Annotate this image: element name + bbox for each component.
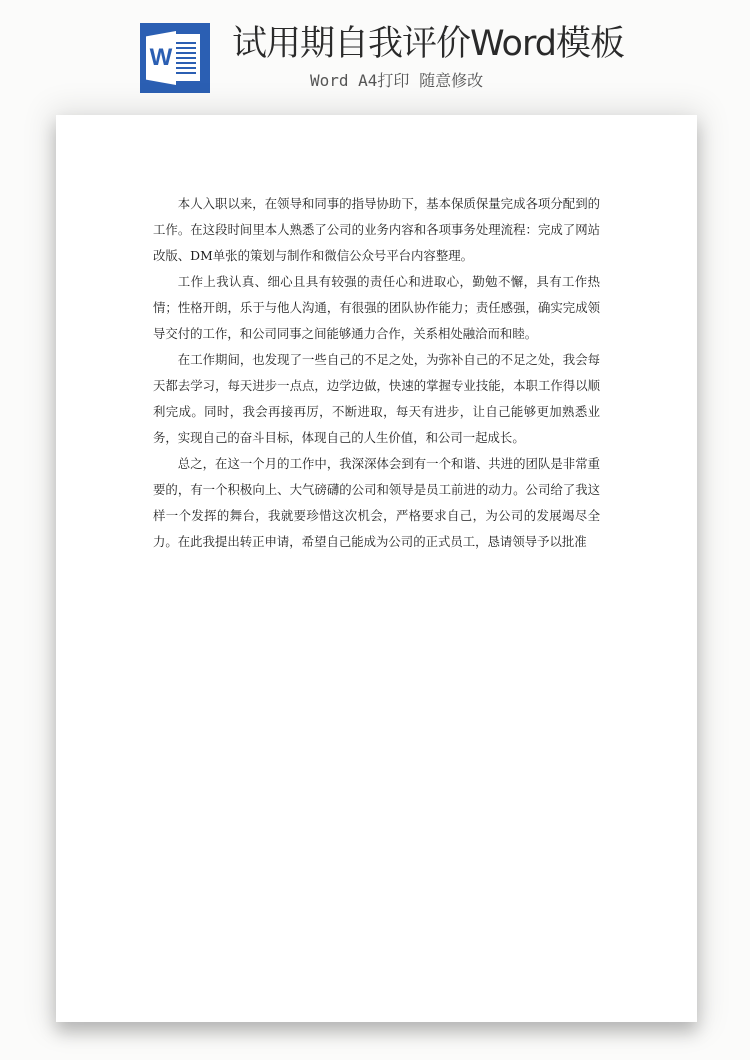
word-icon-letter: W bbox=[149, 44, 173, 71]
page-subtitle: Word A4打印 随意修改 bbox=[310, 71, 484, 90]
word-icon-line bbox=[176, 57, 196, 59]
word-icon-line bbox=[176, 72, 196, 74]
document-body bbox=[153, 191, 600, 555]
document-page bbox=[56, 115, 697, 1022]
paragraph: 本人入职以来，在领导和同事的指导协助下，基本保质保量完成各项分配到的工作。在这段时间里本人熟悉了公司的业务内容和各项事务处理流程：完成了网站改版、DM单张的策划与制作和微信公众号平台内容整理。 bbox=[153, 196, 600, 263]
word-icon-line bbox=[176, 67, 196, 69]
paragraph: 工作上我认真、细心且具有较强的责任心和进取心，勤勉不懈，具有工作热情；性格开朗，乐于与他人沟通，有很强的团队协作能力；责任感强，确实完成领导交付的工作，和公司同事之间能够通力合作，关系相处融洽而和睦。 bbox=[153, 274, 600, 341]
word-document-icon bbox=[140, 23, 210, 93]
paragraph: 在工作期间，也发现了一些自己的不足之处，为弥补自己的不足之处，我会每天都去学习，每天进步一点点，边学边做，快速的掌握专业技能，本职工作得以顺利完成。同时，我会再接再厉，不断进取，每天有进步，让自己能够更加熟悉业务，实现自己的奋斗目标，体现自己的人生价值，和公司一起成长。 bbox=[153, 352, 600, 445]
word-icon-line bbox=[176, 42, 196, 44]
template-header bbox=[0, 0, 750, 110]
word-icon-line bbox=[176, 47, 196, 49]
word-icon-line bbox=[176, 52, 196, 54]
word-icon-line bbox=[176, 62, 196, 64]
paragraph: 总之，在这一个月的工作中，我深深体会到有一个和谐、共进的团队是非常重要的，有一个积极向上、大气磅礴的公司和领导是员工前进的动力。公司给了我这样一个发挥的舞台，我就要珍惜这次机会，严格要求自己，为公司的发展竭尽全力。在此我提出转正申请，希望自己能成为公司的正式员工，恳请领导予以批准 bbox=[153, 456, 600, 549]
page-title: 试用期自我评价Word模板 bbox=[232, 24, 624, 64]
